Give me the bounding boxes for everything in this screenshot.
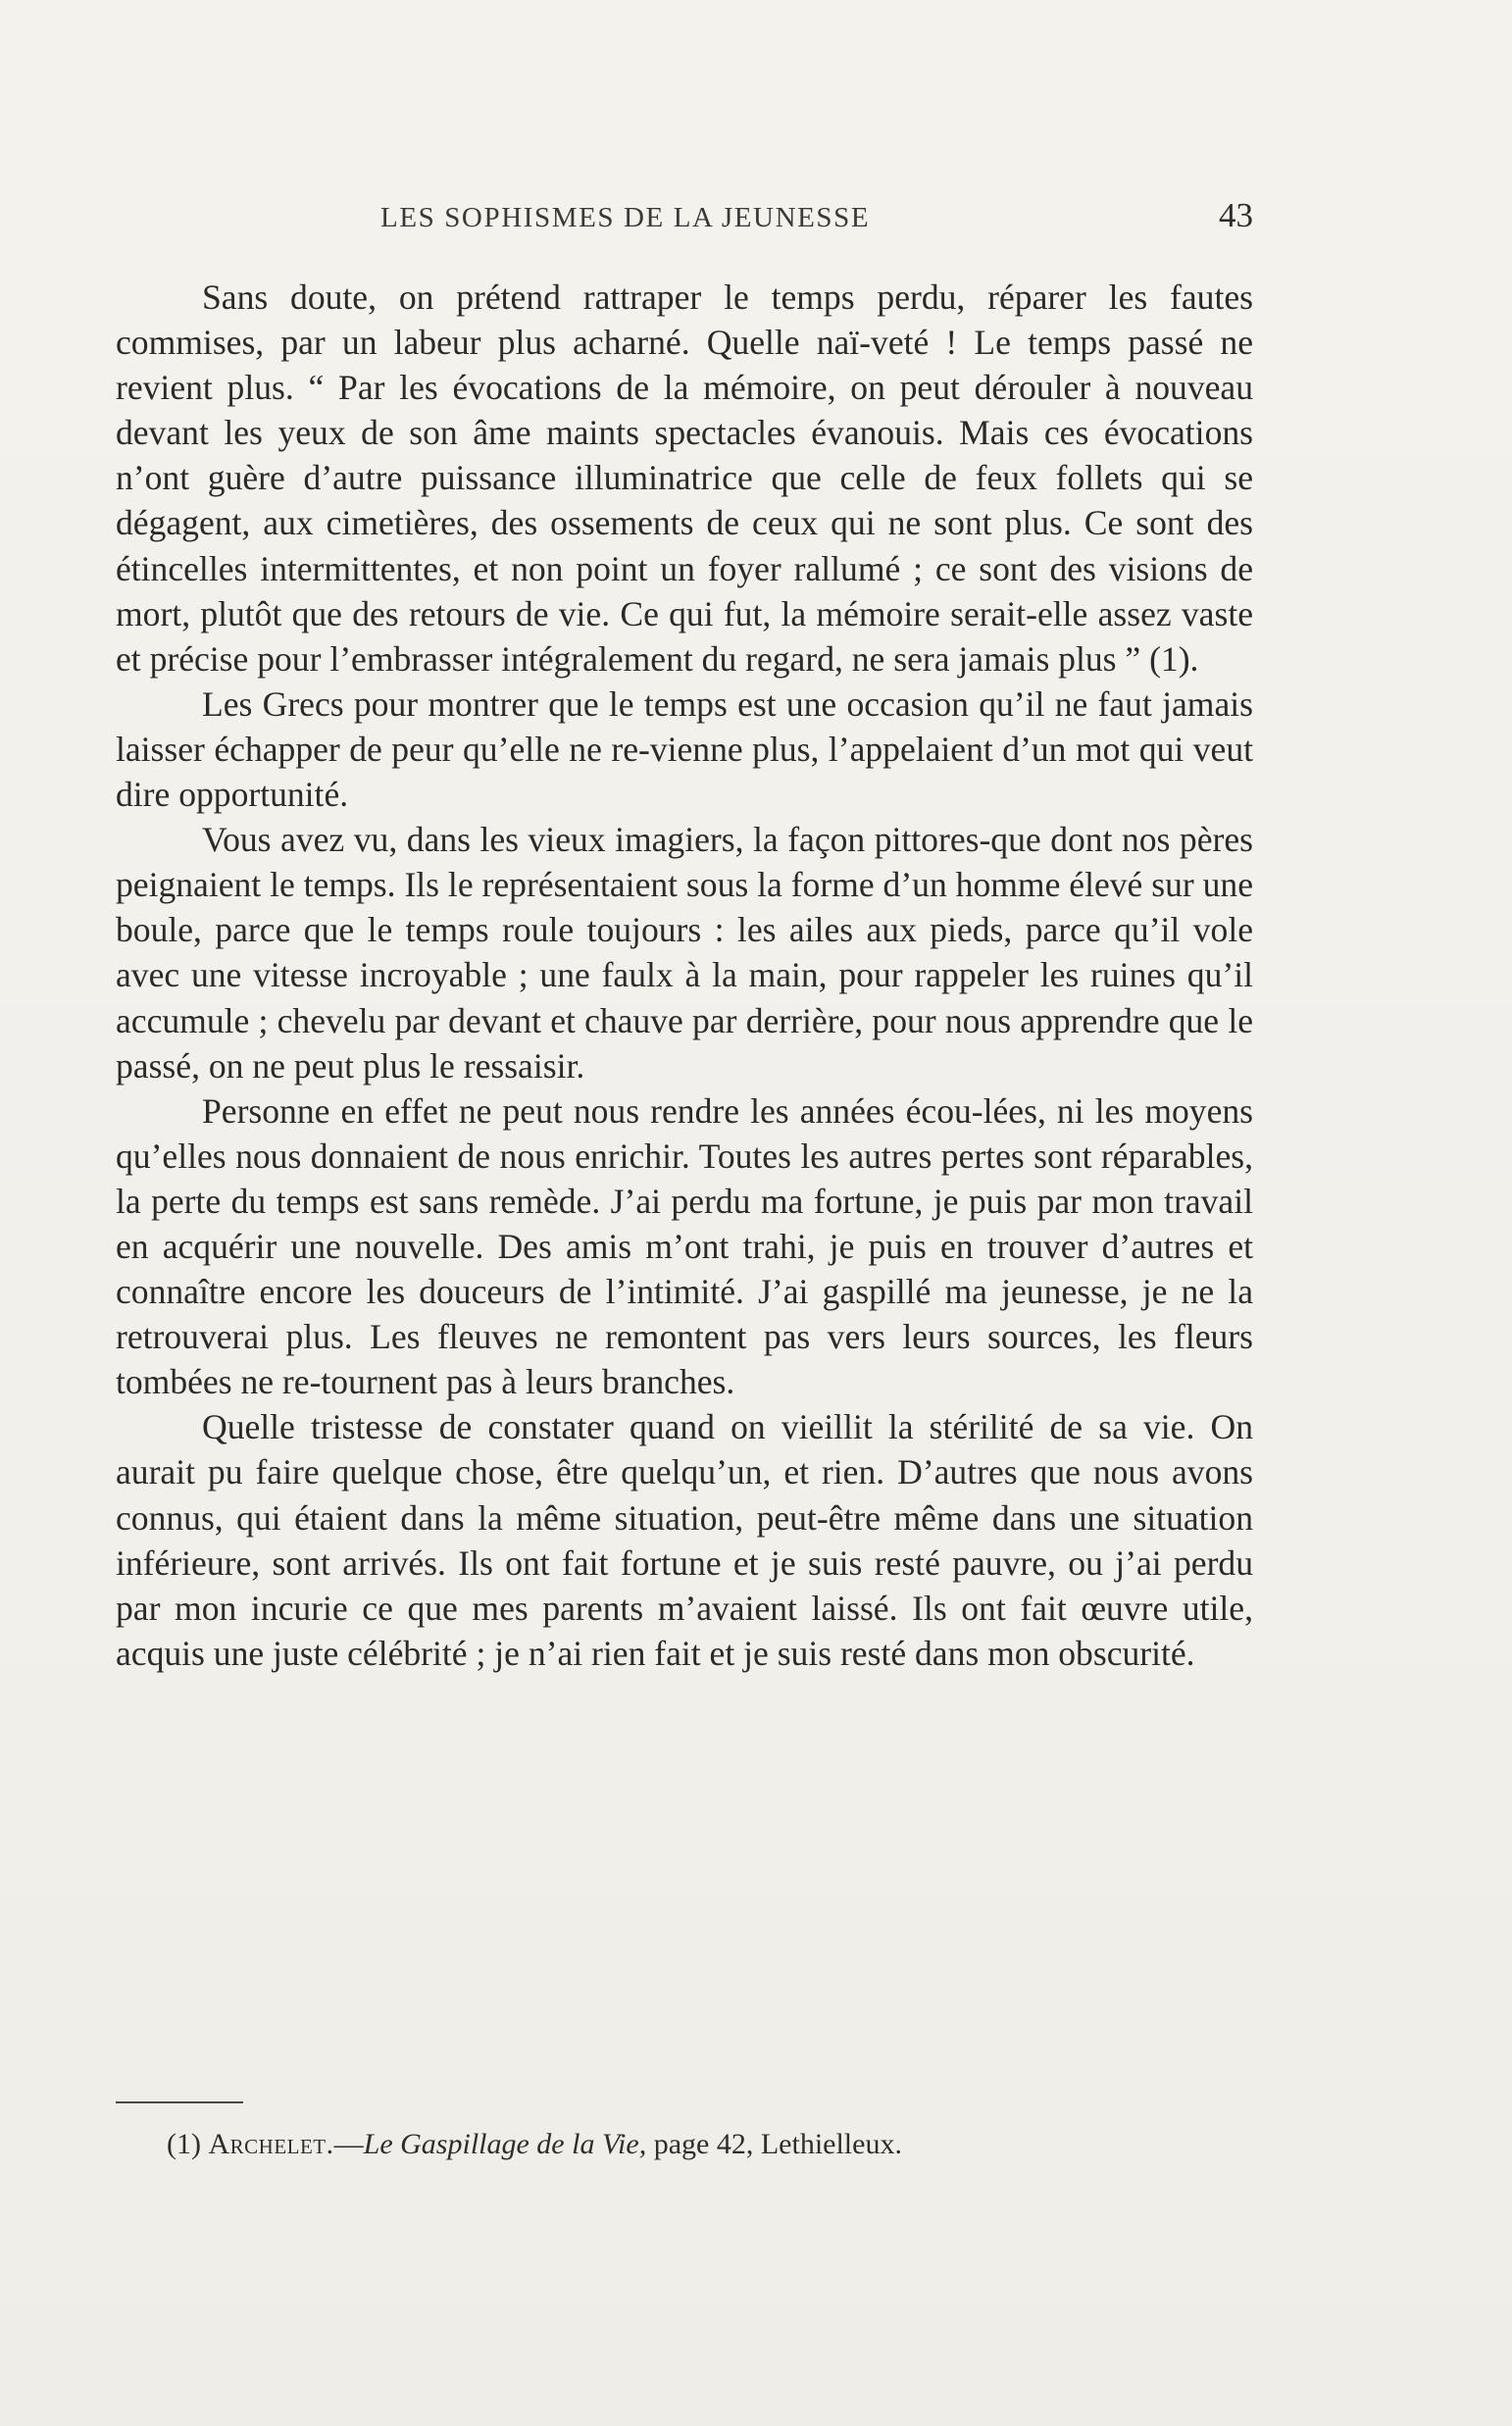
footnote-divider	[116, 2101, 243, 2103]
footnote	[167, 2128, 1245, 2161]
footnote-dash: —	[333, 2128, 364, 2160]
footnote-author: Archelet.	[208, 2128, 334, 2160]
footnote-page: page 42,	[653, 2128, 754, 2160]
paragraph: Personne en effet ne peut nous rendre les années écou-lées, ni les moyens qu’elles nous donnaient de nous enrichir. Toutes les autres pertes sont réparables, la perte du temps est sans remède. J’ai perdu ma fortune, je puis par mon travail en acquérir une nouvelle. Des amis m’ont trahi, je puis en trouver d’autres et connaître encore les douceurs de l’intimité. J’ai gaspillé ma jeunesse, je ne la retrouverai plus. Les fleuves ne remontent pas vers leurs sources, les fleurs tombées ne re-tournent pas à leurs branches.	[116, 1090, 1253, 1402]
paragraph: Vous avez vu, dans les vieux imagiers, la façon pittores-que dont nos pères peignaient le temps. Ils le représentaient sous la forme d’un homme élevé sur une boule, parce que le temps roule toujours : les ailes aux pieds, parce qu’il vole avec une vitesse incroyable ; une faulx à la main, pour rappeler les ruines qu’il accumule ; chevelu par devant et chauve par derrière, pour nous apprendre que le passé, on ne peut plus le ressaisir.	[116, 820, 1253, 1086]
paragraph: Sans doute, on prétend rattraper le temps perdu, réparer les fautes commises, par un labeur plus acharné. Quelle naï-veté ! Le temps passé ne revient plus. “ Par les évocations de la mémoire, on peut dérouler à nouveau devant les yeux de son âme maints spectacles évanouis. Mais ces évocations n’ont guère d’autre puissance illuminatrice que celle de feux follets qui se dégagent, aux cimetières, des ossements de ceux qui ne sont plus. Ce sont des étincelles intermittentes, et non point un foyer rallumé ; ce sont des visions de mort, plutôt que des retours de vie. Ce qui fut, la mémoire serait-elle assez vaste et précise pour l’embrasser intégralement du regard, ne sera jamais plus ” (1).	[116, 278, 1253, 679]
paragraph: Les Grecs pour montrer que le temps est une occasion qu’il ne faut jamais laisser échapper de peur qu’elle ne re-vienne plus, l’appelaient d’un mot qui veut dire opportunité.	[116, 683, 1253, 815]
body-text	[116, 275, 1253, 1676]
page-number: 43	[1219, 196, 1253, 234]
footnote-marker: (1)	[167, 2128, 201, 2160]
footnote-title: Le Gaspillage de la Vie,	[363, 2128, 647, 2160]
footnote-publisher: Lethielleux.	[760, 2128, 902, 2160]
running-title: LES SOPHISMES DE LA JEUNESSE	[380, 202, 871, 233]
running-head	[116, 196, 1253, 245]
paragraph: Quelle tristesse de constater quand on vieillit la stérilité de sa vie. On aurait pu faire quelque chose, être quelqu’un, et rien. D’autres que nous avons connus, qui étaient dans la même situation, peut-être même dans une situation inférieure, sont arrivés. Ils ont fait fortune et je suis resté pauvre, ou j’ai perdu par mon incurie ce que mes parents m’avaient laissé. Ils ont fait œuvre utile, acquis une juste célébrité ; je n’ai rien fait et je suis resté dans mon obscurité.	[116, 1407, 1253, 1673]
